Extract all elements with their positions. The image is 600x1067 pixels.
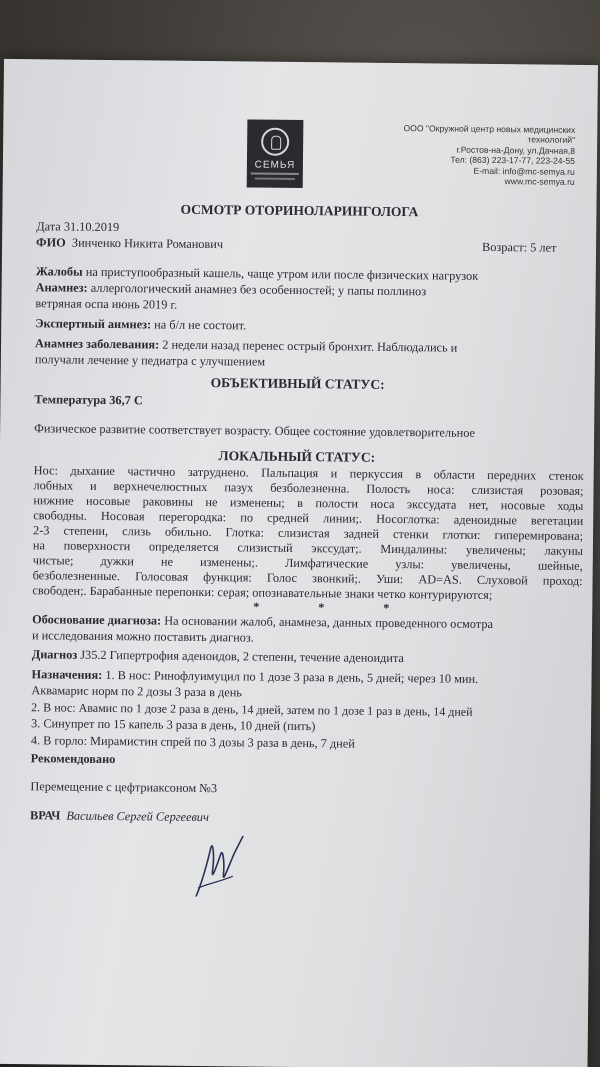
doctor-signature xyxy=(188,826,249,907)
justification-text-1: На основании жалоб, анамнеза, данных проведенного осмотра xyxy=(164,613,494,632)
clinic-address: г.Ростов-на-Дону, ул.Дачная,8 xyxy=(456,144,576,156)
disease-anamnesis-text-1: 2 недели назад перенес острый бронхит. Наблюдались и xyxy=(162,337,458,355)
complaints-text: на приступообразный кашель, чаще утром или после физических нагрузок xyxy=(85,264,479,283)
prescription-1a: 1. В нос: Ринофлуимуцил по 1 дозе 3 раза в день, 5 дней; через 10 мин. xyxy=(105,667,479,686)
local-line-2: лобных и верхнечелюстных пазух безболезненна. Полость носа: слизистая розовая; xyxy=(33,478,584,498)
clinic-name-2: технологий" xyxy=(527,134,576,146)
patient-age: Возраст: 5 лет xyxy=(482,239,557,255)
prescriptions-label: Назначения: xyxy=(31,667,103,682)
diagnosis-label: Диагноз xyxy=(31,647,78,662)
family-emblem-icon xyxy=(261,128,289,156)
clinic-name-1: ООО "Окружной центр новых медицинских xyxy=(403,123,576,135)
date-value: 31.10.2019 xyxy=(63,219,120,235)
disease-anamnesis-text-2: получали лечение у педиатра с улучшением xyxy=(34,352,266,369)
justification-text-2: и исследования можно поставить диагноз. xyxy=(31,628,254,645)
logo-text: СЕМЬЯ xyxy=(254,159,296,171)
local-line-7: чистые; дужки не изменены;. Лимфатические узлы: увеличены, шейные, xyxy=(32,553,583,573)
prescription-4: 4. В горло: Мирамистин спрей по 3 дозы 3 раза в день, 7 дней xyxy=(30,733,355,751)
justification-label: Обоснование диагноза: xyxy=(32,612,162,628)
expert-text: на б/л не состоит. xyxy=(154,317,247,333)
doctor-row xyxy=(30,808,209,825)
document-title: ОСМОТР ОТОРИНОЛАРИНГОЛОГА xyxy=(180,201,419,220)
prescription-1b: Аквамарис норм по 2 дозы 3 раза в день xyxy=(31,683,243,700)
clinic-website: www.mc-semya.ru xyxy=(504,176,575,187)
recommended-label: Рекомендовано xyxy=(30,751,116,767)
complaints-label: Жалобы xyxy=(35,264,83,279)
separator-star-2: * xyxy=(318,600,325,615)
local-line-4: свободны. Носовая перегородка: по средней линии;. Носоглотка: аденоидные вегетации xyxy=(33,508,584,528)
clinic-email: E-mail: info@mc-semya.ru xyxy=(473,165,575,177)
prescription-2: 2. В нос: Авамис по 1 дозе 2 раза в день, 14 дней, затем по 1 дозе 1 раз в день, 14 дней xyxy=(31,700,473,719)
expert-label: Экспертный анмнез: xyxy=(35,316,152,332)
recommended-text: Перемещение с цефтриаксоном №3 xyxy=(30,779,218,796)
document-sheet xyxy=(0,59,598,1067)
separator-star-3: * xyxy=(383,600,390,615)
fio-value: Зинченко Никита Романович xyxy=(71,235,224,252)
diagnosis-text: J35.2 Гипертрофия аденоидов, 2 степени, течение аденоидита xyxy=(80,647,404,666)
prescription-3: 3. Синупрет по 15 капель 3 раза в день, 10 дней (пить) xyxy=(30,716,316,734)
local-heading: ЛОКАЛЬНЫЙ СТАТУС: xyxy=(218,448,376,465)
date-label: Дата xyxy=(36,219,61,234)
local-line-8: безболезненные. Голосовая функция: Голос звонкий;. Уши: AD=AS. Слуховой проход: xyxy=(32,568,583,588)
fio-row xyxy=(36,235,223,252)
fio-label: ФИО xyxy=(36,235,66,250)
local-line-6: на поверхности определяется слизистый экссудат;. Миндалины: увеличены; лакуны xyxy=(32,538,583,558)
separator-star-1: * xyxy=(253,599,260,614)
objective-heading: ОБЪЕКТИВНЫЙ СТАТУС: xyxy=(210,375,385,392)
disease-anamnesis-label: Анамнез заболевания: xyxy=(34,336,160,352)
date-row xyxy=(36,219,119,235)
objective-text: Физическое развитие соответствует возрасту. Общее состояние удовлетворительное xyxy=(34,421,476,440)
anamnesis-text-2: ветряная оспа июнь 2019 г. xyxy=(35,296,178,312)
clinic-logo xyxy=(247,119,304,188)
anamnesis-text-1: аллергологический анамнез без особенностей; у папы поллиноз xyxy=(90,280,427,299)
doctor-name: Васильев Сергей Сергеевич xyxy=(66,808,209,825)
expert-row xyxy=(35,316,246,333)
local-line-3: нижние носовые раковины не изменены; в полости носа экссудата нет, носовые ходы xyxy=(33,493,584,513)
local-line-5: 2-3 степени, слизь обильно. Глотка: слизистая задней стенки глотки: гиперемирована; xyxy=(33,523,584,543)
doctor-label: ВРАЧ xyxy=(30,808,61,823)
local-line-1: Нос: дыхание частично затруднено. Пальпация и перкуссия в области передних стенок xyxy=(33,463,584,483)
clinic-header xyxy=(355,123,576,188)
temperature: Температура 36,7 С xyxy=(34,392,143,408)
clinic-phone: Тел: (863) 223-17-77, 223-24-55 xyxy=(450,154,576,167)
anamnesis-label: Анамнез: xyxy=(35,280,88,295)
diagnosis-row xyxy=(32,647,404,666)
local-line-9: свободен;. Барабанные перепонки: серая; опознавательные знаки четко контурируются; xyxy=(32,583,493,603)
